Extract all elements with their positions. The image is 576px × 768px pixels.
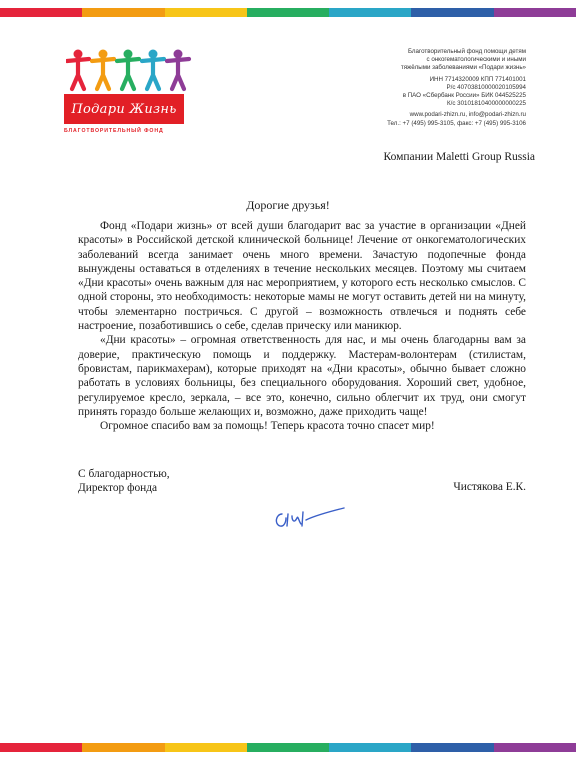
stripe-segment: [411, 743, 493, 752]
stripe-segment: [247, 8, 329, 17]
stripe-segment: [329, 743, 411, 752]
person-figure: [167, 50, 189, 90]
foundation-logo: [58, 46, 198, 138]
person-figure: [92, 50, 114, 90]
top-color-stripe: [0, 8, 576, 17]
bank-line: К/с 30101810400000000225: [447, 100, 526, 108]
stripe-segment: [82, 743, 164, 752]
person-figure: [142, 50, 164, 90]
letter-body: [78, 219, 526, 433]
paragraph: Фонд «Подари жизнь» от всей души благодарит вас за участие в организации «Дней красоты» в Российской детской клинической больнице! Лечение от онкогематологических заболеваний всегда занимает очень много времени. Зачастую подопечные фонда вынуждены оставаться в отделениях в течение нескольких месяцев. Поэтому мы считаем «Дни красоты» очень важным для нас мероприятием, у которого есть несколько смыслов. С одной стороны, это необходимость: некоторые мамы не могут оставить детей ни на минуту, чтобы элементарно постричься. С другой – возможность отвлечься и поднять себе настроение, позаботившись о себе, сделав прическу или маникюр.: [78, 220, 526, 333]
org-line: Благотворительный фонд помощи детям: [407, 48, 526, 55]
stripe-segment: [329, 8, 411, 17]
paragraph: «Дни красоты» – огромная ответственность для нас, и мы очень благодарны вам за доверие, практическую помощь и поддержку. Мастерам-волонтерам (стилистам, бровистам, парикмахерам), которые приходят на «Дни красоты», обычно бывает сложно работать в условиях больницы, без специального оборудования. Хороший свет, удобное, регулируемое кресло, зеркала, – все это, конечно, сильно облегчит их труд, они смогут принять гораздо больше желающих и, возможно, даже приходить чаще!: [78, 334, 526, 418]
contact-line: www.podari-zhizn.ru, info@podari-zhizn.ru: [409, 111, 526, 119]
stripe-segment: [494, 743, 576, 752]
foundation-requisites: [350, 48, 526, 128]
bank-line: Р/с 40703810000020105994: [446, 83, 526, 91]
recipient: Компании Maletti Group Russia: [383, 151, 535, 163]
closing-line: Директор фонда: [78, 482, 158, 495]
handwritten-signature: [270, 500, 350, 534]
stripe-segment: [0, 8, 82, 17]
greeting: Дорогие друзья!: [246, 198, 330, 212]
stripe-segment: [494, 8, 576, 17]
closing: [78, 467, 170, 496]
stripe-segment: [82, 8, 164, 17]
people-icon: [66, 48, 192, 92]
bank-line: в ПАО «Сбербанк России» БИК 044525225: [402, 92, 526, 100]
stripe-segment: [165, 743, 247, 752]
person-figure: [67, 50, 89, 90]
contact-line: Тел.: +7 (495) 995-3105, факс: +7 (495) 995-3106: [387, 119, 526, 127]
stripe-segment: [165, 8, 247, 17]
org-line: тяжёлыми заболеваниями «Подари жизнь»: [400, 64, 526, 72]
bank-line: ИНН 7714320009 КПП 771401001: [429, 75, 526, 83]
person-figure: [117, 50, 139, 90]
closing-line: С благодарностью,: [78, 468, 170, 480]
stripe-segment: [411, 8, 493, 17]
brand-name: Подари Жизнь: [64, 94, 184, 124]
stripe-segment: [0, 743, 82, 752]
bottom-color-stripe: [0, 743, 576, 752]
signer-name: Чистякова Е.К.: [453, 481, 526, 493]
stripe-segment: [247, 743, 329, 752]
brand-subtitle: БЛАГОТВОРИТЕЛЬНЫЙ ФОНД: [64, 128, 164, 134]
paragraph: Огромное спасибо вам за помощь! Теперь красота точно спасет мир!: [100, 420, 435, 433]
org-line: с онкогематологическими и иными: [426, 56, 526, 64]
